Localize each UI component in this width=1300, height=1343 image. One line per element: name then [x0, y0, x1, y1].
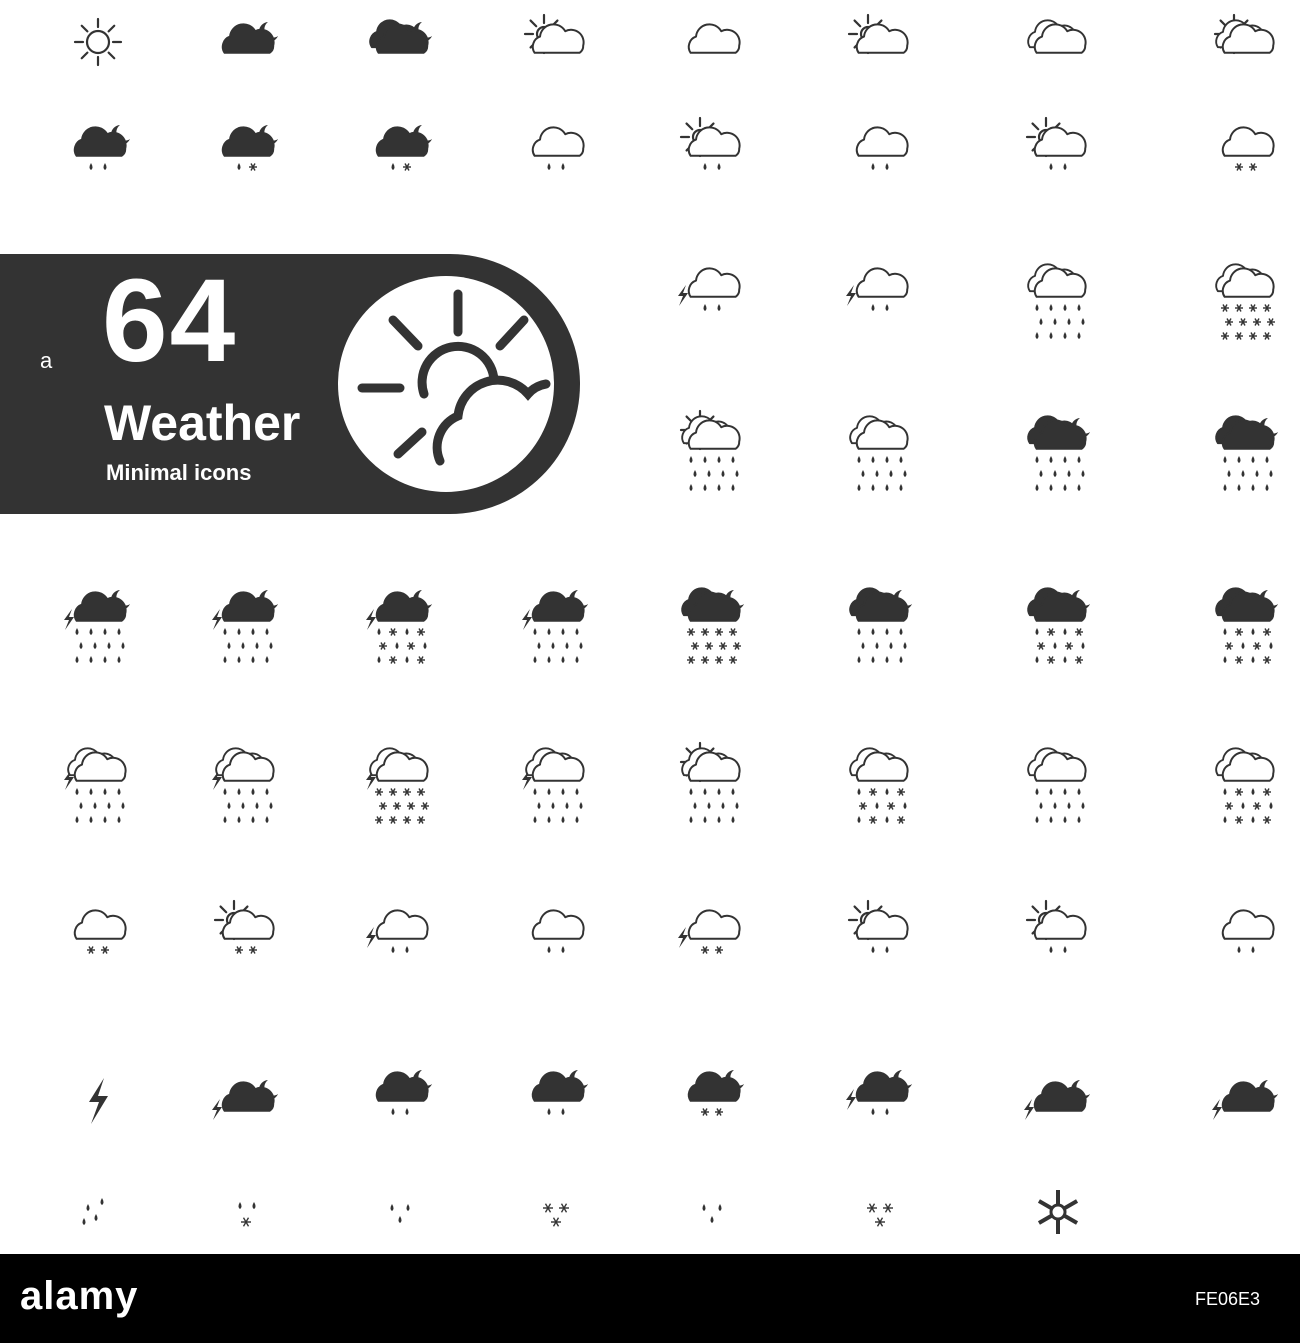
moon-clouds-heavy-rain-icon [1216, 416, 1278, 491]
clouds-heavy-rain-icon [1028, 264, 1085, 339]
moon-storm-icon [1024, 1080, 1090, 1120]
footer-bar [0, 1254, 1300, 1343]
clouds-heavy-sleet-icon [1216, 748, 1273, 823]
moon-storm-heavy-sleet-icon [366, 590, 432, 663]
sun-cloud-snow-icon [215, 901, 274, 953]
moon-cloud-icon [223, 22, 278, 53]
moon-cloud-sleet-icon [377, 125, 432, 170]
moon-clouds-heavy-rain-icon [1028, 416, 1090, 491]
moon-clouds-icon [370, 20, 432, 52]
cloud-rain-icon [533, 910, 584, 953]
banner-title: Weather [104, 395, 301, 451]
clouds-heavy-rain-icon [850, 416, 907, 491]
sun-cloud-rain-icon [1027, 118, 1086, 170]
sun-clouds-heavy-rain-icon [681, 411, 740, 491]
alamy-logo: alamy [20, 1274, 139, 1318]
moon-cloud-rain-icon [533, 1070, 588, 1115]
storm-clouds-heavy-rain-icon [64, 748, 126, 823]
sun-cloud-rain-icon [1027, 901, 1086, 953]
cloud-icon [689, 24, 740, 52]
sun-cloud-rain-icon [849, 901, 908, 953]
storm-cloud-rain-icon [846, 268, 908, 311]
rain-icon [391, 1204, 410, 1223]
moon-cloud-rain-icon [377, 1070, 432, 1115]
image-code: FE06E3 [1195, 1289, 1261, 1309]
sun-cloud-icon [338, 276, 554, 492]
moon-icon [1241, 1198, 1260, 1220]
drops-icon [83, 1198, 104, 1225]
snowflake-icon [1039, 1190, 1077, 1234]
moon-cloud-rain-icon [75, 125, 130, 170]
storm-clouds-heavy-snow-icon [366, 748, 429, 823]
cloud-snow-icon [1223, 127, 1274, 170]
sun-clouds-heavy-rain-icon [681, 743, 740, 823]
clouds-heavy-sleet-icon [850, 748, 907, 823]
moon-storm-heavy-rain-icon [64, 590, 130, 663]
sun-clouds-icon [1215, 15, 1274, 53]
clouds-heavy-rain-icon [1028, 748, 1085, 823]
rain-icon [703, 1204, 722, 1223]
moon-clouds-heavy-snow-icon [682, 588, 744, 663]
moon-clouds-heavy-rain-icon [850, 588, 912, 663]
moon-cloud-sleet-icon [223, 125, 278, 170]
sun-cloud-rain-icon [681, 118, 740, 170]
sun-cloud-icon [525, 15, 584, 53]
banner-badge [338, 276, 554, 492]
sun-cloud-icon [849, 15, 908, 53]
moon-clouds-heavy-sleet-icon [1028, 588, 1090, 663]
moon-storm-icon [1212, 1080, 1278, 1120]
sun-icon [75, 19, 121, 65]
cloud-snow-icon [75, 910, 126, 953]
clouds-icon [1028, 20, 1085, 52]
storm-clouds-heavy-rain-icon [212, 748, 274, 823]
snow-icon [867, 1204, 893, 1227]
moon-cloud-snow-icon [689, 1070, 744, 1115]
moon-storm-heavy-rain-icon [212, 590, 278, 663]
moon-storm-rain-icon [846, 1070, 912, 1115]
storm-cloud-rain-icon [678, 268, 740, 311]
moon-storm-icon [212, 1080, 278, 1120]
banner-count: 64 [102, 255, 238, 387]
banner-side-letter: a [40, 348, 53, 373]
snow-icon [543, 1204, 569, 1227]
lightning-icon [89, 1078, 108, 1124]
cloud-rain-icon [533, 127, 584, 170]
storm-clouds-heavy-rain-icon [522, 748, 584, 823]
storm-cloud-rain-icon [366, 910, 428, 953]
moon-clouds-heavy-sleet-icon [1216, 588, 1278, 663]
cloud-rain-icon [1223, 910, 1274, 953]
clouds-heavy-snow-icon [1216, 264, 1275, 339]
storm-cloud-snow-icon [678, 910, 740, 953]
rain-snow-icon [239, 1202, 256, 1226]
moon-storm-heavy-rain-icon [522, 590, 588, 663]
banner-subtitle: Minimal icons [106, 460, 252, 485]
cloud-rain-icon [857, 127, 908, 170]
